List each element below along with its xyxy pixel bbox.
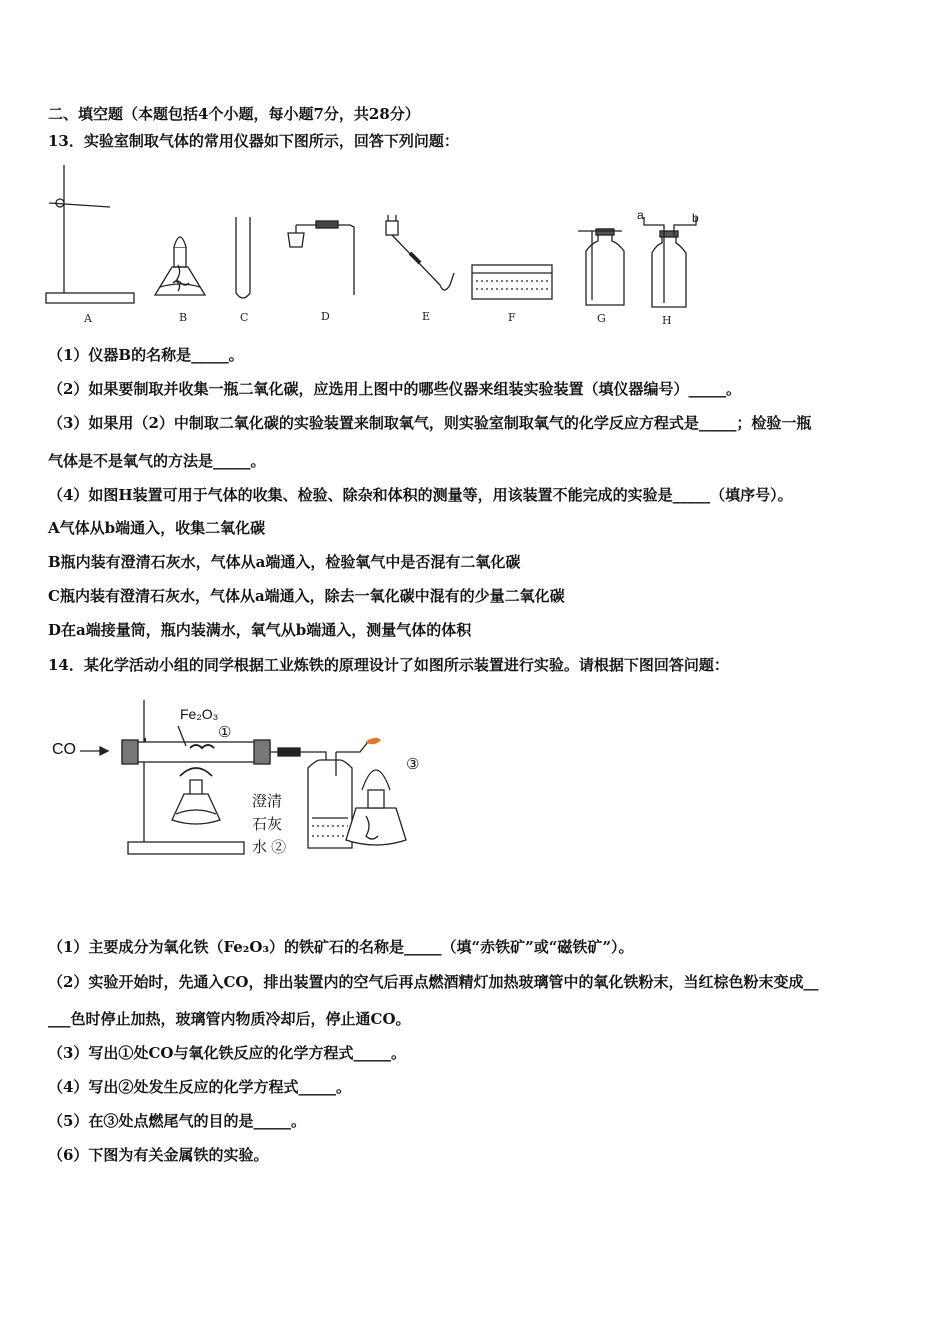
apparatus-label-b: B xyxy=(179,311,188,324)
apparatus-label-a: A xyxy=(84,312,92,325)
q14-stem: 14．某化学活动小组的同学根据工业炼铁的原理设计了如图所示装置进行实验。请根据下图回答问题： xyxy=(48,656,729,674)
gas-bottle-g-icon xyxy=(578,229,624,305)
limewater-label-1: 澄清 xyxy=(252,793,283,810)
q14-apparatus-figure xyxy=(50,690,450,865)
apparatus-label-h: H xyxy=(662,314,672,327)
q14-part-3: （3）写出①处CO与氧化铁反应的化学方程式_____。 xyxy=(48,1044,406,1062)
section-title: 二、填空题（本题包括4个小题，每小题7分，共28分） xyxy=(48,105,420,123)
q14-part-1: （1）主要成分为氧化铁（Fe₂O₃）的铁矿石的名称是_____（填“赤铁矿”或“磁铁矿”）。 xyxy=(48,938,634,956)
limewater-label-3: 水 ② xyxy=(252,839,287,856)
test-tube-icon xyxy=(236,217,250,298)
apparatus-label-g: G xyxy=(597,312,606,325)
co-label: CO xyxy=(52,741,76,758)
q14-part-2: （2）实验开始时，先通入CO，排出装置内的空气后再点燃酒精灯加热玻璃管中的氧化铁粉末，当红棕色粉末变成__ xyxy=(48,973,819,991)
delivery-tube-stopper-icon xyxy=(386,215,454,290)
tube-end-b: b xyxy=(692,211,699,225)
mark-3: ③ xyxy=(406,756,420,773)
q13-part-4: （4）如图H装置可用于气体的收集、检验、除杂和体积的测量等，用该装置不能完成的实验是_____（填序号）。 xyxy=(48,486,793,504)
q13-option-a: A气体从b端通入，收集二氧化碳 xyxy=(48,519,266,537)
apparatus-label-c: C xyxy=(240,311,249,324)
q14-part-6: （6）下图为有关金属铁的实验。 xyxy=(48,1146,269,1164)
q13-part-1: （1）仪器B的名称是_____。 xyxy=(48,346,244,364)
q13-option-b: B瓶内装有澄清石灰水，气体从a端通入，检验氧气中是否混有二氧化碳 xyxy=(48,553,521,571)
fe2o3-label: Fe₂O₃ xyxy=(180,706,219,722)
iron-stand-icon xyxy=(46,165,134,303)
limewater-label-2: 石灰 xyxy=(252,816,283,833)
tube-end-a: a xyxy=(637,208,644,222)
q13-apparatus-figure xyxy=(40,155,760,325)
q13-part-3: （3）如果用（2）中制取二氧化碳的实验装置来制取氧气，则实验室制取氧气的化学反应方程式是_____；检验一瓶 xyxy=(48,414,812,432)
bent-tube-stopper-icon xyxy=(288,221,354,295)
q13-option-d: D在a端接量筒，瓶内装满水，氧气从b端通入，测量气体的体积 xyxy=(48,621,472,639)
apparatus-label-e: E xyxy=(422,310,431,323)
q14-part-4: （4）写出②处发生反应的化学方程式_____。 xyxy=(48,1078,351,1096)
apparatus-label-f: F xyxy=(508,311,516,324)
q13-part-3-cont: 气体是不是氧气的方法是_____。 xyxy=(48,452,266,470)
q13-stem: 13．实验室制取气体的常用仪器如下图所示，回答下列问题： xyxy=(48,132,459,150)
alcohol-lamp-icon xyxy=(155,237,205,295)
water-trough-icon xyxy=(472,265,552,299)
q13-part-2: （2）如果要制取并收集一瓶二氧化碳，应选用上图中的哪些仪器来组装实验装置（填仪器编号）_____。 xyxy=(48,380,741,398)
q14-part-5: （5）在③处点燃尾气的目的是_____。 xyxy=(48,1112,306,1130)
q13-option-c: C瓶内装有澄清石灰水，气体从a端通入，除去一氧化碳中混有的少量二氧化碳 xyxy=(48,587,565,605)
apparatus-label-d: D xyxy=(321,310,330,323)
mark-1: ① xyxy=(218,724,232,741)
gas-bottle-h-icon xyxy=(644,217,696,307)
q14-part-2-cont: ___色时停止加热，玻璃管内物质冷却后，停止通CO。 xyxy=(48,1010,411,1028)
